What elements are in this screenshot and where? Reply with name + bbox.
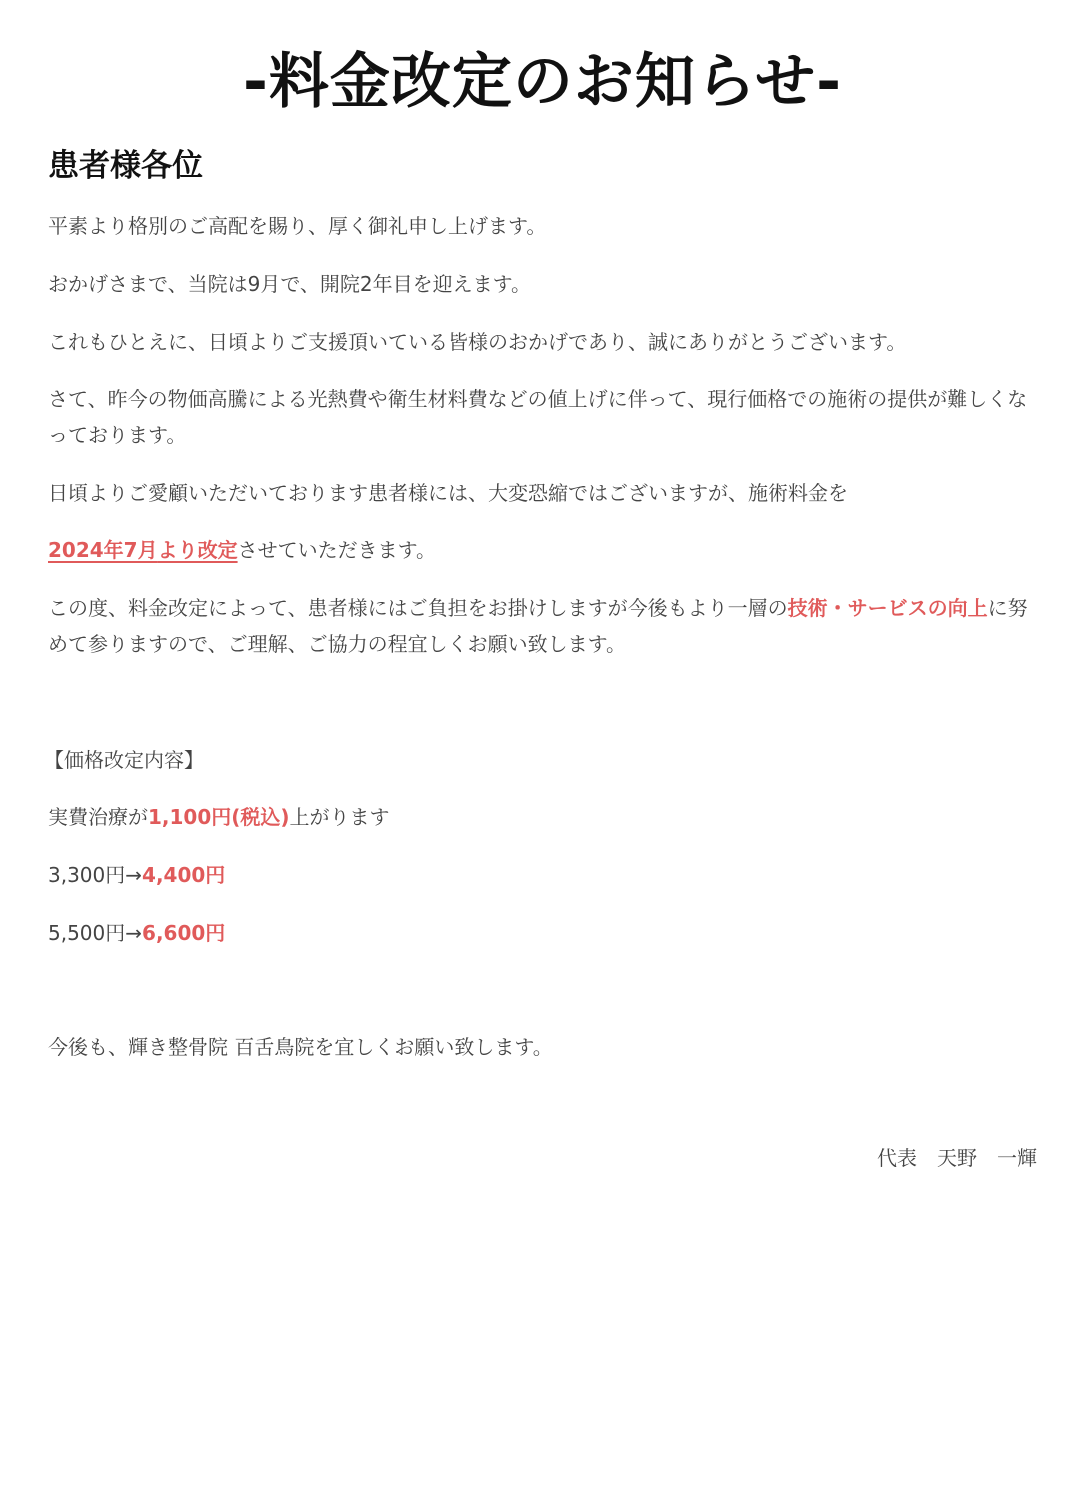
closing-line: 今後も、輝き整骨院 百舌鳥院を宜しくお願い致します。 xyxy=(48,1035,553,1059)
paragraph-request: 日頃よりご愛顧いただいております患者様には、大変恐縮ではございますが、施術料金を xyxy=(48,481,848,505)
page-title: -料金改定のお知らせ- xyxy=(242,47,842,117)
paragraph-greeting: 平素より格別のご高配を賜り、厚く御礼申し上げます。 xyxy=(48,214,547,238)
commitment-before: この度、料金改定によって、患者様にはご負担をお掛けしますが今後もより一層の xyxy=(48,596,788,620)
revision-highlight: より改定 xyxy=(157,538,238,562)
price-change-row xyxy=(48,857,1048,893)
price-change-row xyxy=(48,915,1048,951)
new-price: 6,600円 xyxy=(142,921,226,945)
signature: 代表 天野 一輝 xyxy=(877,1146,1037,1170)
price-section-heading: 【価格改定内容】 xyxy=(44,748,204,772)
paragraph-reason: さて、昨今の物価高騰による光熱費や衛生材料費などの値上げに伴って、現行価格での施術の提供が難しくなっております。 xyxy=(48,387,1028,447)
arrow-icon: → xyxy=(125,921,143,945)
salutation: 患者様各位 xyxy=(48,148,203,184)
effective-date-rest: させていただきます。 xyxy=(237,538,436,562)
commitment-highlight: 技術・サービスの向上 xyxy=(787,596,988,620)
old-price: 3,300円 xyxy=(48,863,126,887)
paragraph-anniversary: おかげさまで、当院は9月で、開院2年目を迎えます。 xyxy=(48,272,532,296)
price-increase-line xyxy=(48,799,1048,835)
paragraph-thanks: これもひとえに、日頃よりご支援頂いている皆様のおかげであり、誠にありがとうございます。 xyxy=(48,330,907,354)
old-price: 5,500円 xyxy=(48,921,126,945)
paragraph-commitment xyxy=(48,590,1040,662)
commitment-after: に努めて参りますので、ご理解、ご協力の程宜しくお願い致します。 xyxy=(48,596,1028,656)
new-price: 4,400円 xyxy=(142,863,226,887)
price-increase-prefix: 実費治療が xyxy=(48,805,148,829)
effective-date-highlight: 2024年7月 xyxy=(48,538,158,562)
price-increase-amount: 1,100円(税込) xyxy=(148,805,290,829)
paragraph-effective-date xyxy=(48,532,1048,568)
price-increase-suffix: 上がります xyxy=(289,805,390,829)
arrow-icon: → xyxy=(125,863,143,887)
